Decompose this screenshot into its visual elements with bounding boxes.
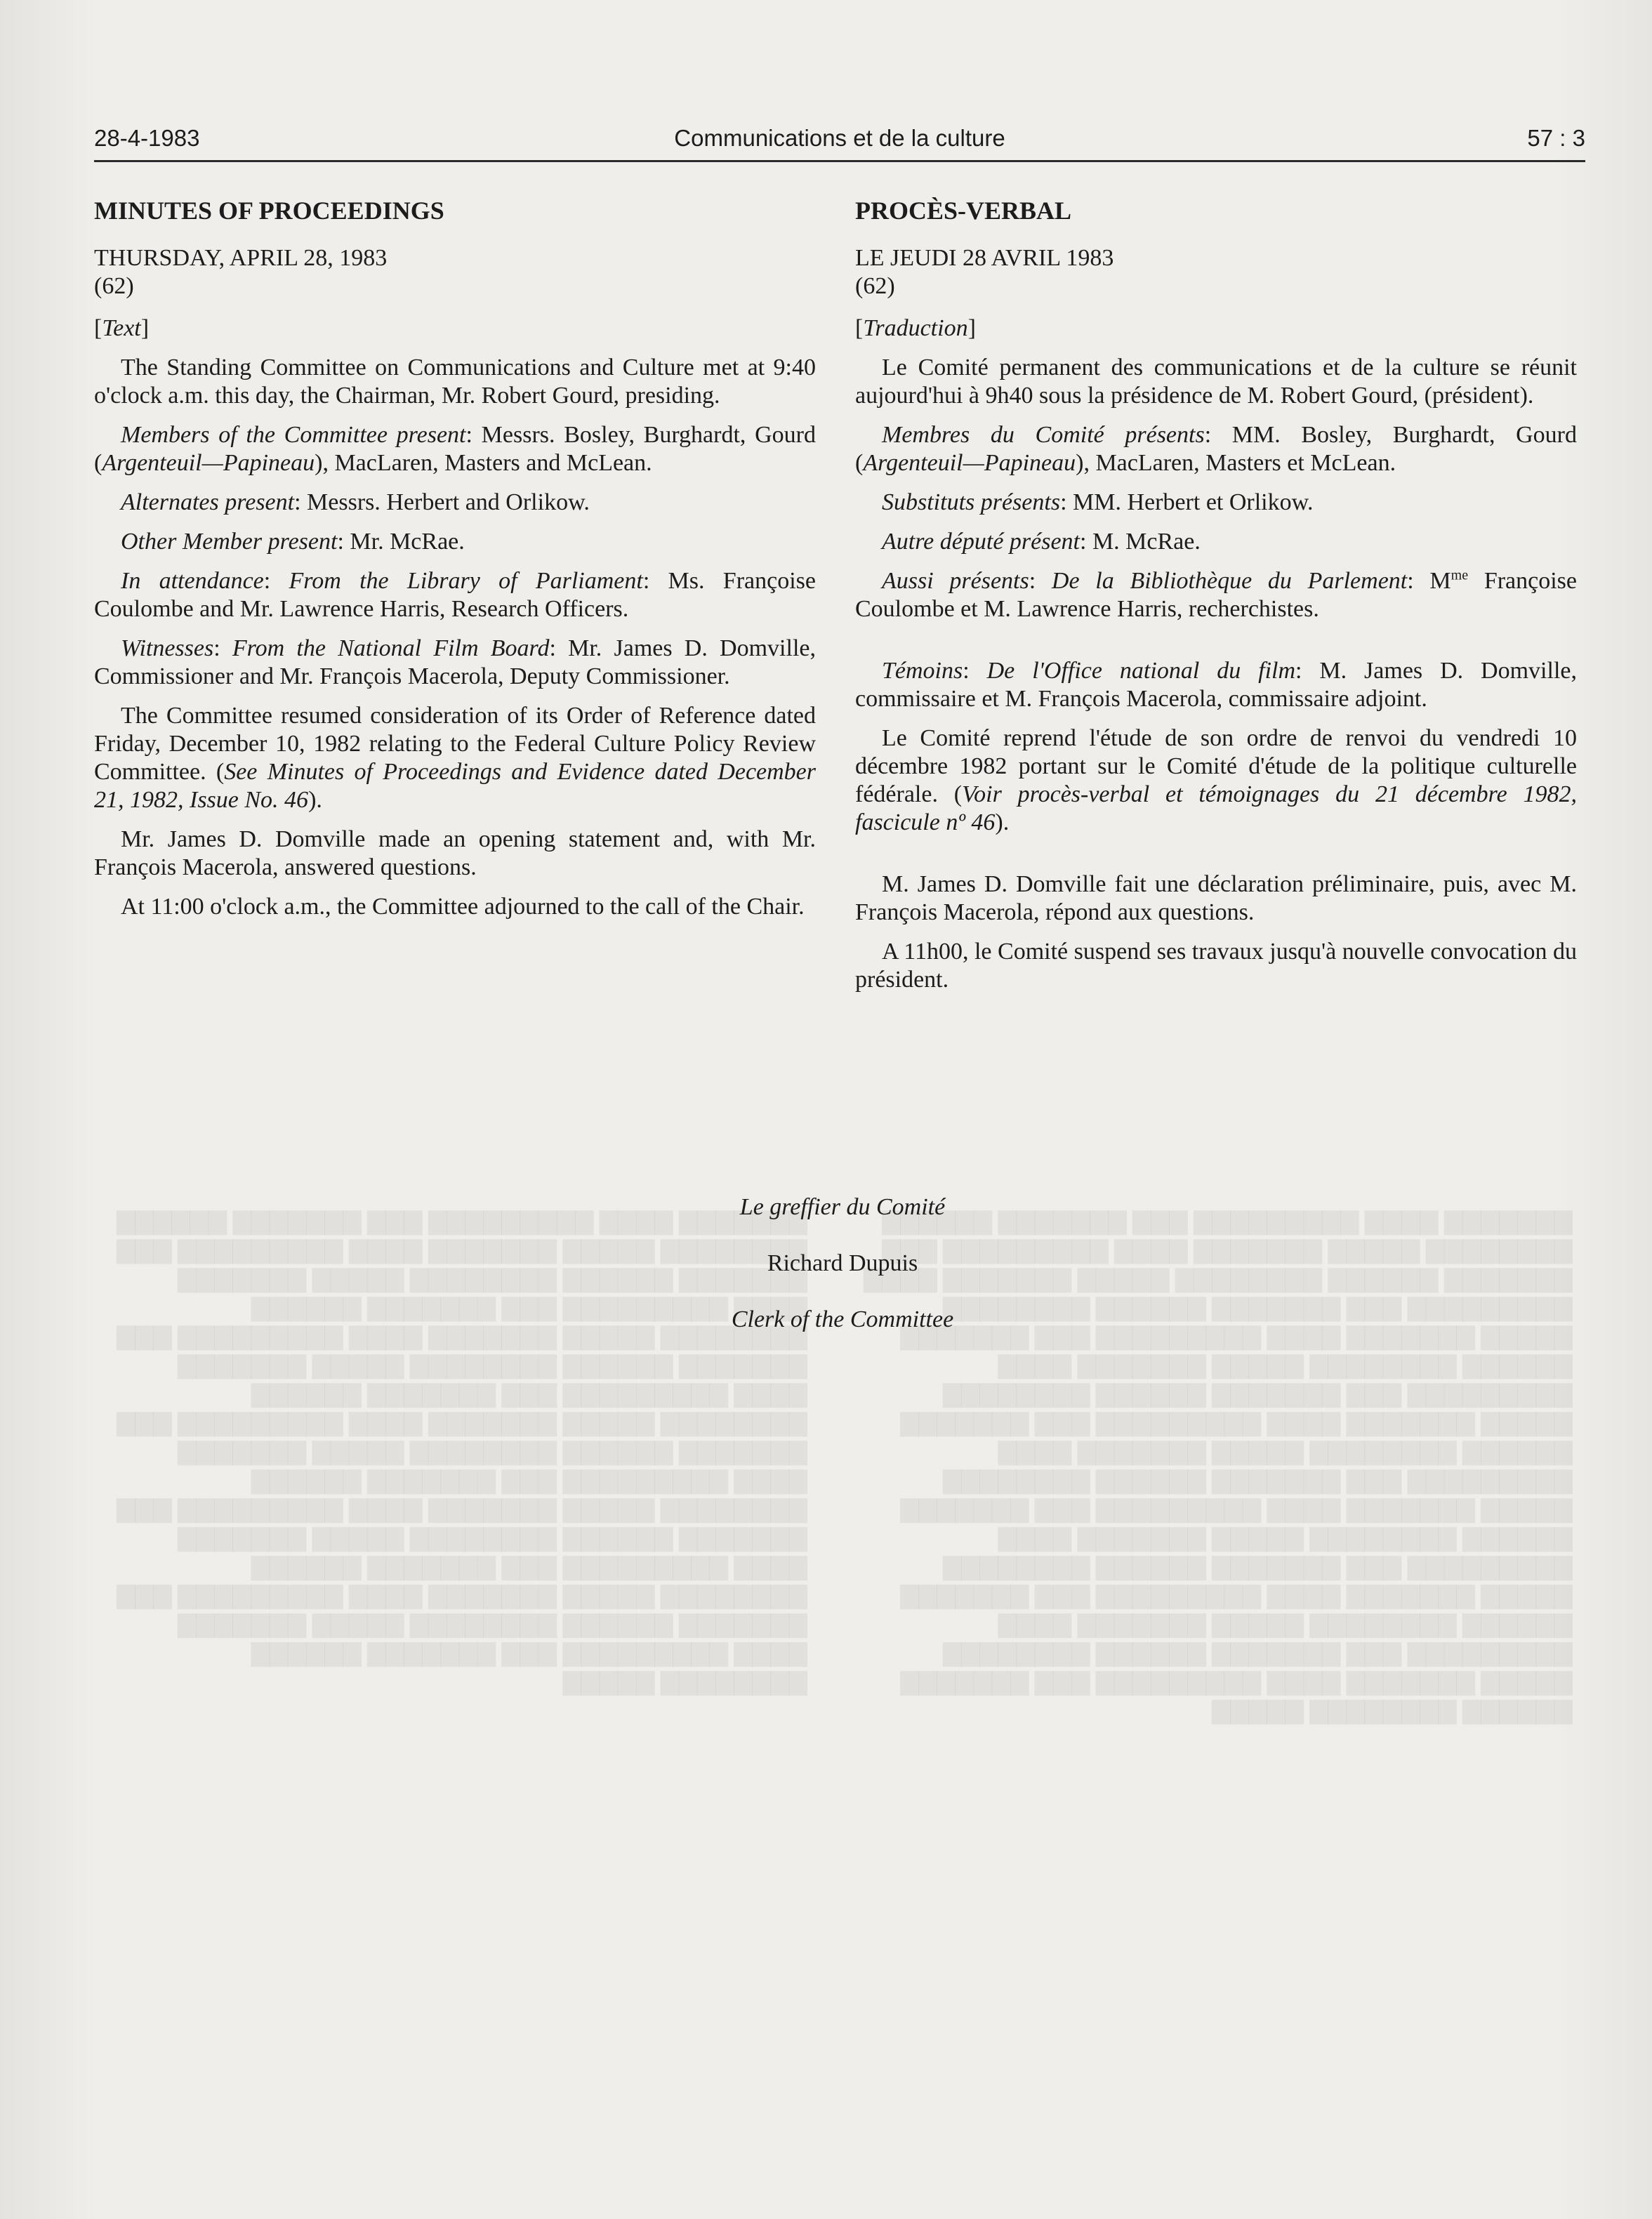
show-through-texture: ▇▇▇▇▇▇▇ ▇▇▇▇ ▇▇▇▇▇▇▇▇▇ ▇▇▇ ▇▇▇▇▇▇▇ ▇▇▇▇▇▇ ▇▇▇▇▇▇▇▇ ▇▇▇▇▇ ▇▇▇▇▇▇▇ ▇▇▇▇ ▇▇▇▇▇▇▇▇▇ ▇▇▇ ▇▇▇▇▇▇▇ ▇▇▇▇▇▇ ▇▇▇▇▇▇▇▇ ▇▇▇▇▇ ▇▇▇▇▇▇▇ ▇▇▇▇ ▇▇▇▇▇▇▇▇▇ ▇▇▇ ▇▇▇▇▇▇▇ ▇▇▇▇▇▇ ▇▇▇▇▇▇▇▇ ▇▇▇▇▇ ▇▇▇▇▇▇▇ ▇▇▇▇ ▇▇▇▇▇▇▇▇▇ ▇▇▇ ▇▇▇▇▇▇▇ ▇▇▇▇▇▇ ▇▇▇▇▇▇▇▇ ▇▇▇▇▇ ▇▇▇▇▇▇▇ ▇▇▇▇ ▇▇▇▇▇▇▇▇▇ ▇▇▇ ▇▇▇▇▇▇▇ ▇▇▇▇▇▇ ▇▇▇▇▇▇▇▇ ▇▇▇▇▇ ▇▇▇▇▇▇▇ ▇▇▇▇ ▇▇▇▇▇▇▇▇▇ ▇▇▇ ▇▇▇▇▇▇▇ ▇▇▇▇▇▇ ▇▇▇▇▇▇▇▇ ▇▇▇▇▇ ▇▇▇▇▇▇▇ ▇▇▇▇ ▇▇▇▇▇▇▇▇▇ ▇▇▇ ▇▇▇▇▇▇▇ ▇▇▇▇▇▇ ▇▇▇▇▇▇▇▇ ▇▇▇▇▇ ▇▇▇▇▇▇▇ ▇▇▇▇ ▇▇▇▇▇▇▇▇▇ ▇▇▇ ▇▇▇▇▇▇▇ ▇▇▇▇▇▇ ▇▇▇▇▇▇▇▇ ▇▇▇▇▇ ▇▇▇▇▇▇▇ ▇▇▇▇ ▇▇▇▇▇▇▇▇▇ ▇▇▇ ▇▇▇▇▇▇▇ ▇▇▇▇▇▇ ▇▇▇▇▇▇▇▇ ▇▇▇▇▇ ▇▇▇▇▇▇▇ ▇▇▇▇ ▇▇▇▇▇▇▇▇▇ ▇▇▇ ▇▇▇▇▇▇▇ ▇▇▇▇▇▇ ▇▇▇▇▇▇▇▇ ▇▇▇▇▇ ▇▇▇▇▇▇▇ ▇▇▇▇ ▇▇▇▇▇▇▇▇▇ ▇▇▇ ▇▇▇▇▇▇▇ ▇▇▇▇▇▇ ▇▇▇▇▇▇▇▇ ▇▇▇▇▇ ▇▇▇▇▇▇▇ ▇▇▇▇ ▇▇▇▇▇▇▇▇▇ ▇▇▇ ▇▇▇▇▇▇▇ ▇▇▇▇▇▇ ▇▇▇▇▇▇▇▇ ▇▇▇▇▇ xyxy=(864,1209,1573,1724)
english-adjournment: At 11:00 o'clock a.m., the Committee adjourned to the call of the Chair. xyxy=(121,894,805,920)
english-opening-statement: Mr. James D. Domville made an opening statement and, with Mr. François Macerola, answered questions. xyxy=(94,826,816,880)
english-issue-number: (62) xyxy=(94,273,134,299)
english-column xyxy=(94,191,816,932)
english-heading: MINUTES OF PROCEEDINGS xyxy=(94,197,444,225)
french-heading: PROCÈS-VERBAL xyxy=(855,197,1072,225)
english-text-tag: [Text] xyxy=(94,315,150,341)
french-opening-paragraph: Le Comité permanent des communications et de la culture se réunit aujourd'hui à 9h40 sous la présidence de M. Robert Gourd, (président). xyxy=(855,355,1577,409)
english-witnesses: Witnesses: From the National Film Board: Mr. James D. Domville, Commissioner and Mr. François Macerola, Deputy Commissioner. xyxy=(94,635,816,689)
header-title: Communications et de la culture xyxy=(674,125,1005,151)
french-substitutes-present: Substituts présents: MM. Herbert et Orlikow. xyxy=(882,489,1314,515)
signature-block xyxy=(576,1193,1109,1362)
french-issue-number: (62) xyxy=(855,273,895,299)
english-in-attendance: In attendance: From the Library of Parliament: Ms. Françoise Coulombe and Mr. Lawrence Harris, Research Officers. xyxy=(94,568,816,622)
header-date: 28-4-1983 xyxy=(94,125,200,151)
french-members-present: Membres du Comité présents: MM. Bosley, Burghardt, Gourd (Argenteuil—Papineau), MacLaren, Masters et McLean. xyxy=(855,422,1577,476)
french-in-attendance: Aussi présents: De la Bibliothèque du Parlement: $M^{me}$ Françoise Coulombe et M. Lawrence Harris, recherchistes. xyxy=(855,567,1577,622)
french-translation-tag: [Traduction] xyxy=(855,315,976,341)
running-header xyxy=(94,124,1585,162)
show-through-texture: ▇▇▇▇▇▇▇ ▇▇▇▇ ▇▇▇▇▇▇▇▇▇ ▇▇▇ ▇▇▇▇▇▇▇ ▇▇▇▇▇▇ ▇▇▇▇▇▇▇▇ ▇▇▇▇▇ ▇▇▇▇▇▇▇ ▇▇▇▇ ▇▇▇▇▇▇▇▇▇ ▇▇▇ ▇▇▇▇▇▇▇ ▇▇▇▇▇▇ ▇▇▇▇▇▇▇▇ ▇▇▇▇▇ ▇▇▇▇▇▇▇ ▇▇▇▇ ▇▇▇▇▇▇▇▇▇ ▇▇▇ ▇▇▇▇▇▇▇ ▇▇▇▇▇▇ ▇▇▇▇▇▇▇▇ ▇▇▇▇▇ ▇▇▇▇▇▇▇ ▇▇▇▇ ▇▇▇▇▇▇▇▇▇ ▇▇▇ ▇▇▇▇▇▇▇ ▇▇▇▇▇▇ ▇▇▇▇▇▇▇▇ ▇▇▇▇▇ ▇▇▇▇▇▇▇ ▇▇▇▇ ▇▇▇▇▇▇▇▇▇ ▇▇▇ ▇▇▇▇▇▇▇ ▇▇▇▇▇▇ ▇▇▇▇▇▇▇▇ ▇▇▇▇▇ ▇▇▇▇▇▇▇ ▇▇▇▇ ▇▇▇▇▇▇▇▇▇ ▇▇▇ ▇▇▇▇▇▇▇ ▇▇▇▇▇▇ ▇▇▇▇▇▇▇▇ ▇▇▇▇▇ ▇▇▇▇▇▇▇ ▇▇▇▇ ▇▇▇▇▇▇▇▇▇ ▇▇▇ ▇▇▇▇▇▇▇ ▇▇▇▇▇▇ ▇▇▇▇▇▇▇▇ ▇▇▇▇▇ ▇▇▇▇▇▇▇ ▇▇▇▇ ▇▇▇▇▇▇▇▇▇ ▇▇▇ ▇▇▇▇▇▇▇ ▇▇▇▇▇▇ ▇▇▇▇▇▇▇▇ ▇▇▇▇▇ ▇▇▇▇▇▇▇ ▇▇▇▇ ▇▇▇▇▇▇▇▇▇ ▇▇▇ ▇▇▇▇▇▇▇ ▇▇▇▇▇▇ ▇▇▇▇▇▇▇▇ ▇▇▇▇▇ ▇▇▇▇▇▇▇ ▇▇▇▇ ▇▇▇▇▇▇▇▇▇ ▇▇▇ ▇▇▇▇▇▇▇ ▇▇▇▇▇▇ ▇▇▇▇▇▇▇▇ ▇▇▇▇▇ ▇▇▇▇▇▇▇ ▇▇▇▇ ▇▇▇▇▇▇▇▇▇ ▇▇▇ ▇▇▇▇▇▇▇ ▇▇▇▇▇▇ ▇▇▇▇▇▇▇▇ ▇▇▇▇▇ xyxy=(117,1209,807,1695)
english-opening-paragraph: The Standing Committee on Communications and Culture met at 9:40 o'clock a.m. this day, the Chairman, Mr. Robert Gourd, presiding. xyxy=(94,355,816,409)
english-alternates-present: Alternates present: Messrs. Herbert and Orlikow. xyxy=(121,489,590,515)
french-column xyxy=(855,191,1577,1005)
english-resumed-consideration: The Committee resumed consideration of its Order of Reference dated Friday, December 10, 1982 relating to the Federal Culture Policy Review Committee. (See Minutes of Proceedings and Evidence dated December 21, 1982, Issue No. 46). xyxy=(94,703,816,813)
clerk-name: Richard Dupuis xyxy=(767,1250,918,1276)
clerk-title-english: Clerk of the Committee xyxy=(731,1306,954,1332)
french-resumed-consideration: Le Comité reprend l'étude de son ordre de renvoi du vendredi 10 décembre 1982 portant sur le Comité d'étude de la politique culturelle fédérale. (Voir procès-verbal et témoignages du 21 décembre 1982, fascicule nº 46). xyxy=(855,725,1578,835)
header-page-number: 57 : 3 xyxy=(1527,125,1585,151)
clerk-title-french: Le greffier du Comité xyxy=(739,1194,946,1220)
french-opening-statement: M. James D. Domville fait une déclaration préliminaire, puis, avec M. François Macerola, répond aux questions. xyxy=(855,871,1577,925)
english-date: THURSDAY, APRIL 28, 1983 xyxy=(94,245,388,271)
french-date: LE JEUDI 28 AVRIL 1983 xyxy=(855,245,1114,271)
french-adjournment: A 11h00, le Comité suspend ses travaux jusqu'à nouvelle convocation du président. xyxy=(855,939,1577,993)
french-witnesses: Témoins: De l'Office national du film: M. James D. Domville, commissaire et M. François Macerola, commissaire adjoint. xyxy=(855,658,1577,712)
english-members-present: Members of the Committee present: Messrs. Bosley, Burghardt, Gourd (Argenteuil—Papineau), MacLaren, Masters and McLean. xyxy=(94,422,816,476)
english-other-member: Other Member present: Mr. McRae. xyxy=(121,529,465,555)
french-other-member: Autre député présent: M. McRae. xyxy=(882,529,1201,555)
